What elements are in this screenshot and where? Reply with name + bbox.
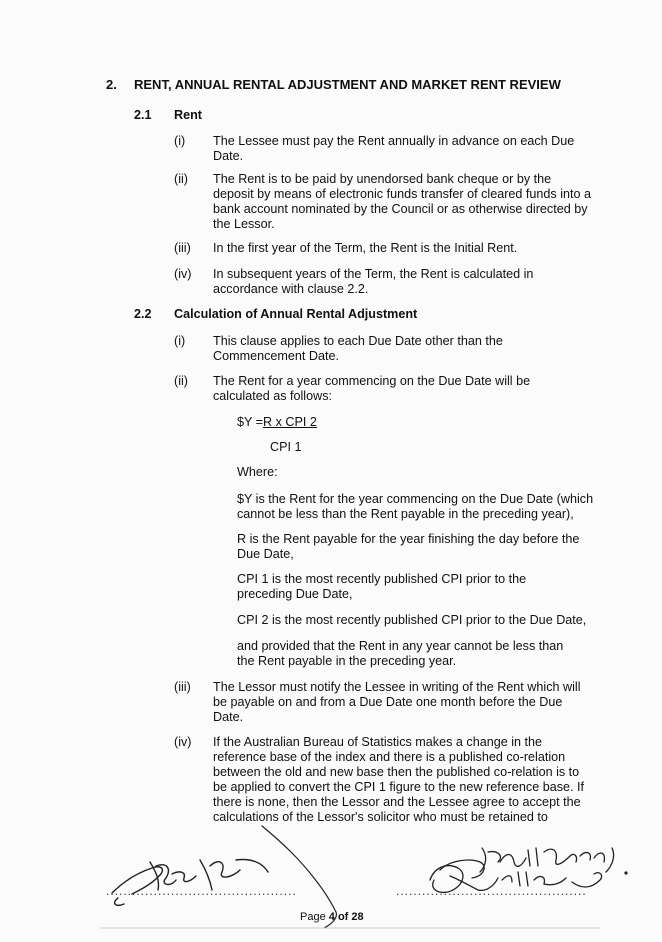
- signature-line-right: ............................................: [396, 884, 587, 898]
- clause-2-2-i-text: This clause applies to each Due Date other than the Commencement Date.: [213, 334, 503, 363]
- formula-where: Where:: [237, 465, 278, 479]
- formula-lhs: $Y =: [237, 415, 264, 429]
- definition-proviso: and provided that the Rent in any year cannot be less than the Rent payable in the preceding year.: [237, 639, 564, 668]
- page-footer: [300, 911, 364, 923]
- clause-2-1-ii-label: (ii): [174, 172, 188, 186]
- ink-dot-mark: [624, 871, 627, 874]
- clause-2-2-iii-label: (iii): [174, 680, 191, 694]
- clause-2-2-i-label: (i): [174, 334, 186, 348]
- page-total: of 28: [337, 911, 364, 923]
- clause-2-2-iv-label: (iv): [174, 735, 192, 749]
- definition-cpi2: CPI 2 is the most recently published CPI prior to the Due Date,: [237, 613, 587, 627]
- clause-2-2-number: 2.2: [134, 307, 152, 321]
- signature-right: [430, 848, 614, 892]
- clause-2-2-ii-text: The Rent for a year commencing on the Due Date will be calculated as follows:: [213, 374, 531, 403]
- clause-2-1-iv-text: In subsequent years of the Term, the Rent is calculated in accordance with clause 2.2.: [213, 267, 534, 296]
- clause-2-2-iii-text: The Lessor must notify the Lessee in writing of the Rent which will be payable on and from a Due Date one month before the Due Date.: [213, 680, 581, 724]
- clause-2-1-i-label: (i): [174, 134, 186, 148]
- formula-numerator: R x CPI 2: [263, 415, 317, 429]
- formula-denominator: CPI 1: [270, 440, 302, 454]
- definition-r: R is the Rent payable for the year finishing the day before the Due Date,: [237, 532, 580, 561]
- clause-2-2-ii-label: (ii): [174, 374, 188, 388]
- clause-2-2-iv-text: If the Australian Bureau of Statistics makes a change in the reference base of the index and there is a published co-relation between the old and new base then the published co-relation is to be applied to convert the CPI 1 figure to the new reference base. If there is none, then the Lessor and the Lessee agree to accept the calculations of the Lessor's solicitor who must be retained to: [213, 735, 585, 824]
- page-prefix: Page: [300, 911, 326, 923]
- clause-2-1-number: 2.1: [134, 108, 152, 122]
- section-title: RENT, ANNUAL RENTAL ADJUSTMENT AND MARKET RENT REVIEW: [134, 77, 561, 92]
- signature-left: [112, 860, 268, 906]
- signature-line-left: ............................................: [106, 884, 297, 898]
- clause-2-1-title: Rent: [174, 108, 202, 122]
- definition-y: $Y is the Rent for the year commencing on the Due Date (which cannot be less than the Rent payable in the preceding year),: [237, 492, 594, 521]
- clause-2-1-i-text: The Lessee must pay the Rent annually in advance on each Due Date.: [213, 134, 575, 163]
- section-number: 2.: [106, 77, 117, 92]
- clause-2-1-iii-label: (iii): [174, 241, 191, 255]
- clause-2-2-title: Calculation of Annual Rental Adjustment: [174, 307, 418, 321]
- clause-2-1-iii-text: In the first year of the Term, the Rent is the Initial Rent.: [213, 241, 518, 255]
- clause-2-1-iv-label: (iv): [174, 267, 192, 281]
- definition-cpi1: CPI 1 is the most recently published CPI prior to the preceding Due Date,: [237, 572, 527, 601]
- clause-2-1-ii-text: The Rent is to be paid by unendorsed bank cheque or by the deposit by means of electronic funds transfer of cleared funds into a bank account nominated by the Council or as otherwise directed by the Lessor.: [213, 172, 592, 231]
- page-number: 4: [328, 911, 335, 923]
